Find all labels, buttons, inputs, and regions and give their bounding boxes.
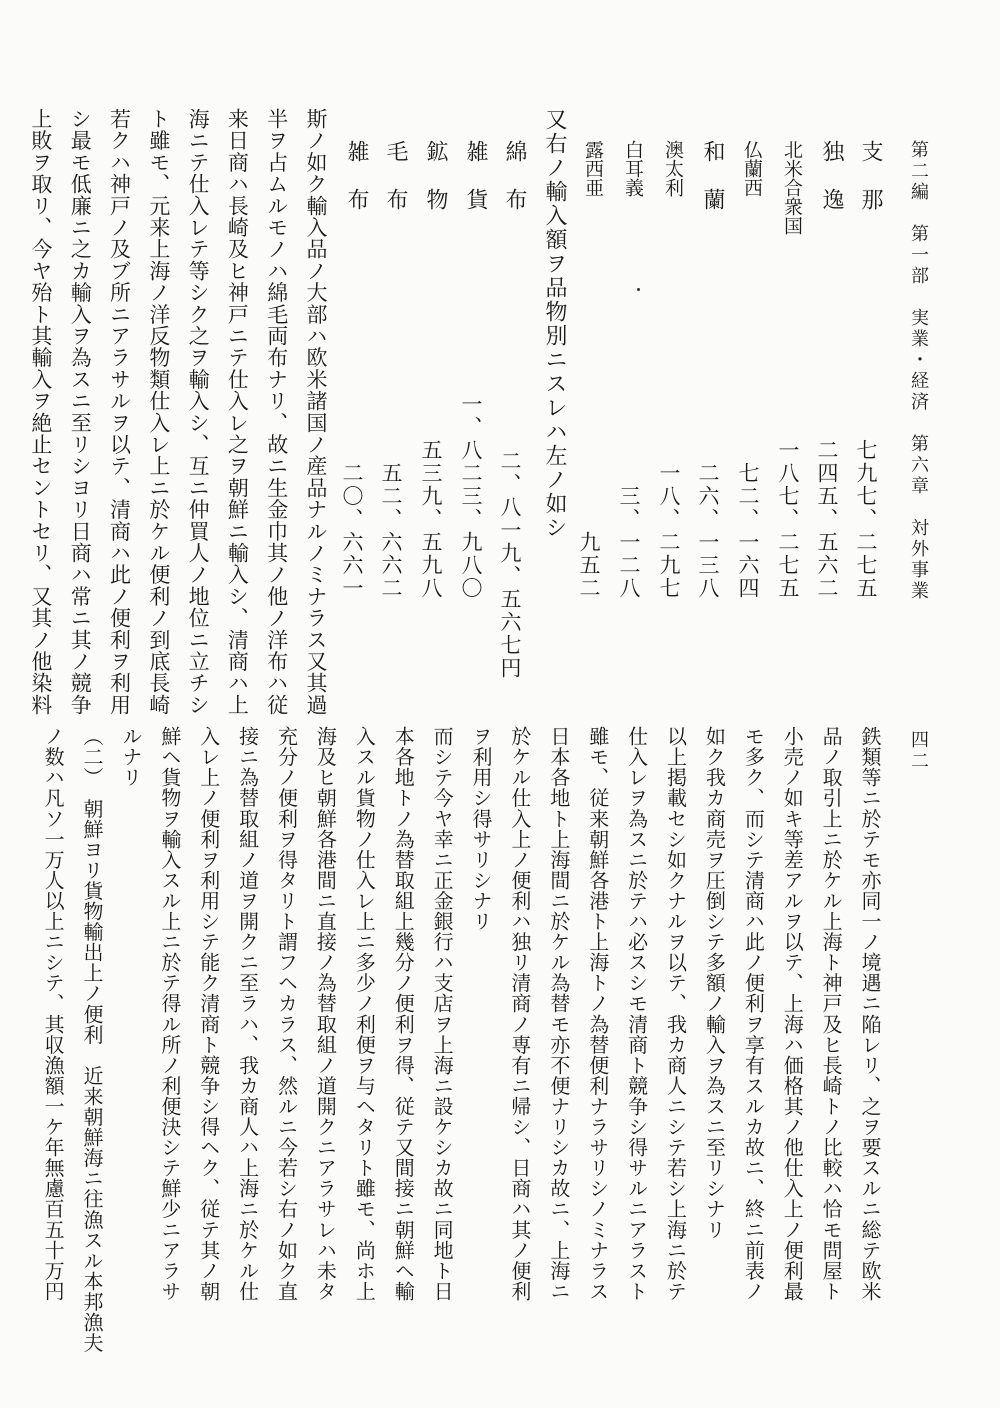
text-column: 如ク我カ商売ヲ圧倒シテ多額ノ輸入ヲ為スニ至リシナリ xyxy=(702,726,727,1240)
text-column: 於ケル仕入上ノ便利ハ独リ清商ノ専有ニ帰シ、日商ハ其ノ便利 xyxy=(507,726,532,1302)
text-column: 鉄類等ニ於テモ亦同一ノ境遇ニ陥レリ、之ヲ要スルニ総テ欧米 xyxy=(858,726,882,1302)
table2-label: 綿 布 xyxy=(502,140,527,212)
table1-label: 露西亜 xyxy=(582,140,604,197)
table1-label: 澳太利 xyxy=(662,140,684,197)
table2-value: 五三九、五九八 xyxy=(419,439,443,600)
table1-label: 和 蘭 xyxy=(700,140,725,212)
text-column: （二） 朝鮮ヨリ貨物輸出上ノ便利 近来朝鮮海ニ往漁スル本邦漁夫 xyxy=(80,726,104,1354)
text-column: 品ノ取引上ニ於ケル上海ト神戸及ヒ長崎トノ比較ハ恰モ問屋ト xyxy=(819,726,844,1302)
table1-value: 二六、一三八 xyxy=(696,462,720,600)
text-column: 斯ノ如ク輸入品ノ大部ハ欧米諸国ノ産品ナルノミナラス又其過 xyxy=(304,108,328,716)
text-column: ヲ利用シ得サリシナリ xyxy=(469,726,493,932)
text-column: ノ数ハ凡ソ一万人以上ニシテ、其収漁額一ケ年無慮百五十万円 xyxy=(41,726,66,1302)
table2-value: 一、八二三、九八〇 xyxy=(459,393,483,600)
table1-value: 七九七、二七五 xyxy=(854,439,878,600)
text-column: ト雖モ、元来上海ノ洋反物類仕入レ上ニ於ケル便利ノ到底長崎 xyxy=(146,108,171,716)
running-head: 第二編 第一部 実業・経済 第六章 対外事業 xyxy=(908,140,929,602)
table1-value: 一八、二九七 xyxy=(657,462,681,600)
table1-value: 七二、一六四 xyxy=(736,462,760,600)
table2-label: 鉱 物 xyxy=(423,140,448,212)
text-column: 半ヲ占ムルモノハ綿毛両布ナリ、故ニ生金巾其ノ他ノ洋布ハ従 xyxy=(264,108,289,716)
table2-value: 二、八一九、五六七円 xyxy=(498,450,522,680)
table1-value: 三、一二八 xyxy=(617,485,641,600)
table1-value: 九五二 xyxy=(577,531,601,600)
scan-speck xyxy=(637,288,640,291)
table1-value: 一八七、二七五 xyxy=(776,439,800,600)
table1-value: 二四五、五六二 xyxy=(815,439,839,600)
text-column: 充分ノ便利ヲ得タリト謂フヘカラス、然ルニ今若シ右ノ如ク直 xyxy=(274,726,299,1302)
text-column: シ最モ低廉ニ之カ輸入ヲ為スニ至リシヨリ日商ハ常ニ其ノ競争 xyxy=(68,108,93,716)
text-column: 鮮ヘ貨物ヲ輸入スル上ニ於テ得ル所ノ利便決シテ鮮少ニアラサ xyxy=(157,726,182,1302)
text-column: 本各地トノ為替取組上幾分ノ便利ヲ得、従テ又間接ニ朝鮮ヘ輸 xyxy=(391,726,416,1302)
text-column: 以上掲載セシ如クナルヲ以テ、我カ商人ニシテ若シ上海ニ於テ xyxy=(663,726,688,1302)
table1-label: 北米合衆国 xyxy=(781,140,803,235)
table1-label: 支 那 xyxy=(858,140,883,212)
text-column: 海ニテ仕入レテ等シク之ヲ輸入シ、互ニ仲買人ノ地位ニ立チシ xyxy=(186,108,211,716)
table2-label: 毛 布 xyxy=(383,140,408,212)
page-number: 四二 xyxy=(908,730,929,772)
table2-value: 二〇、六六一 xyxy=(340,462,364,600)
text-column: 日本各地ト上海間ニ於ケル為替モ亦不便ナリシカ故ニ、上海ニ xyxy=(546,726,571,1302)
text-column: 来日商ハ長崎及ヒ神戸ニテ仕入レ之ヲ朝鮮ニ輸入シ、清商ハ上 xyxy=(225,108,250,716)
table1-label: 白耳義 xyxy=(622,140,644,197)
text-column: 上敗ヲ取リ、今ヤ殆ト其輸入ヲ絶止セントセリ、又其ノ他染料 xyxy=(28,108,53,716)
table1-label: 仏蘭西 xyxy=(741,140,763,197)
text-column: 若クハ神戸ノ及ブ所ニアラサルヲ以テ、清商ハ此ノ便利ヲ利用 xyxy=(107,108,132,716)
text-column: 而シテ今ヤ幸ニ正金銀行ハ支店ヲ上海ニ設ケシカ故ニ同地ト日 xyxy=(430,726,455,1302)
intro-sentence: 又右ノ輸入額ヲ品物別ニスレハ左ノ如シ xyxy=(542,108,567,540)
table2-value: 五二、六六二 xyxy=(379,462,403,600)
text-column: 入レ上ノ便利ヲ利用シテ能ク清商ト競争シ得ヘク、従テ其ノ朝 xyxy=(196,726,221,1302)
text-column: モ多ク、而シテ清商ハ此ノ便利ヲ享有スルカ故ニ、終ニ前表ノ xyxy=(741,726,766,1302)
text-column: 雖モ、従来朝鮮各港ト上海トノ為替便利ナラサリシノミナラス xyxy=(585,726,610,1302)
table2-label: 雑 貨 xyxy=(463,140,488,212)
text-column: ルナリ xyxy=(118,726,143,788)
table2-label: 雑 布 xyxy=(344,140,369,212)
text-column: 海及ヒ朝鮮各港間ニ直接ノ為替取組ノ道開クニアラサレハ未タ xyxy=(313,726,338,1302)
text-column: 仕入レヲ為スニ於テハ必スシモ清商ト競争シ得サルニアラスト xyxy=(624,726,649,1302)
text-column: 小売ノ如キ等差アルヲ以テ、上海ハ価格其ノ他仕入上ノ便利最 xyxy=(780,726,805,1302)
text-column: 接ニ為替取組ノ道ヲ開クニ至ラハ、我カ商人ハ上海ニ於ケル仕 xyxy=(235,726,260,1302)
text-column: 入スル貨物ノ仕入レ上ニ多少ノ利便ヲ与ヘタリト雖モ、尚ホ上 xyxy=(352,726,377,1302)
table1-label: 独 逸 xyxy=(819,140,844,212)
